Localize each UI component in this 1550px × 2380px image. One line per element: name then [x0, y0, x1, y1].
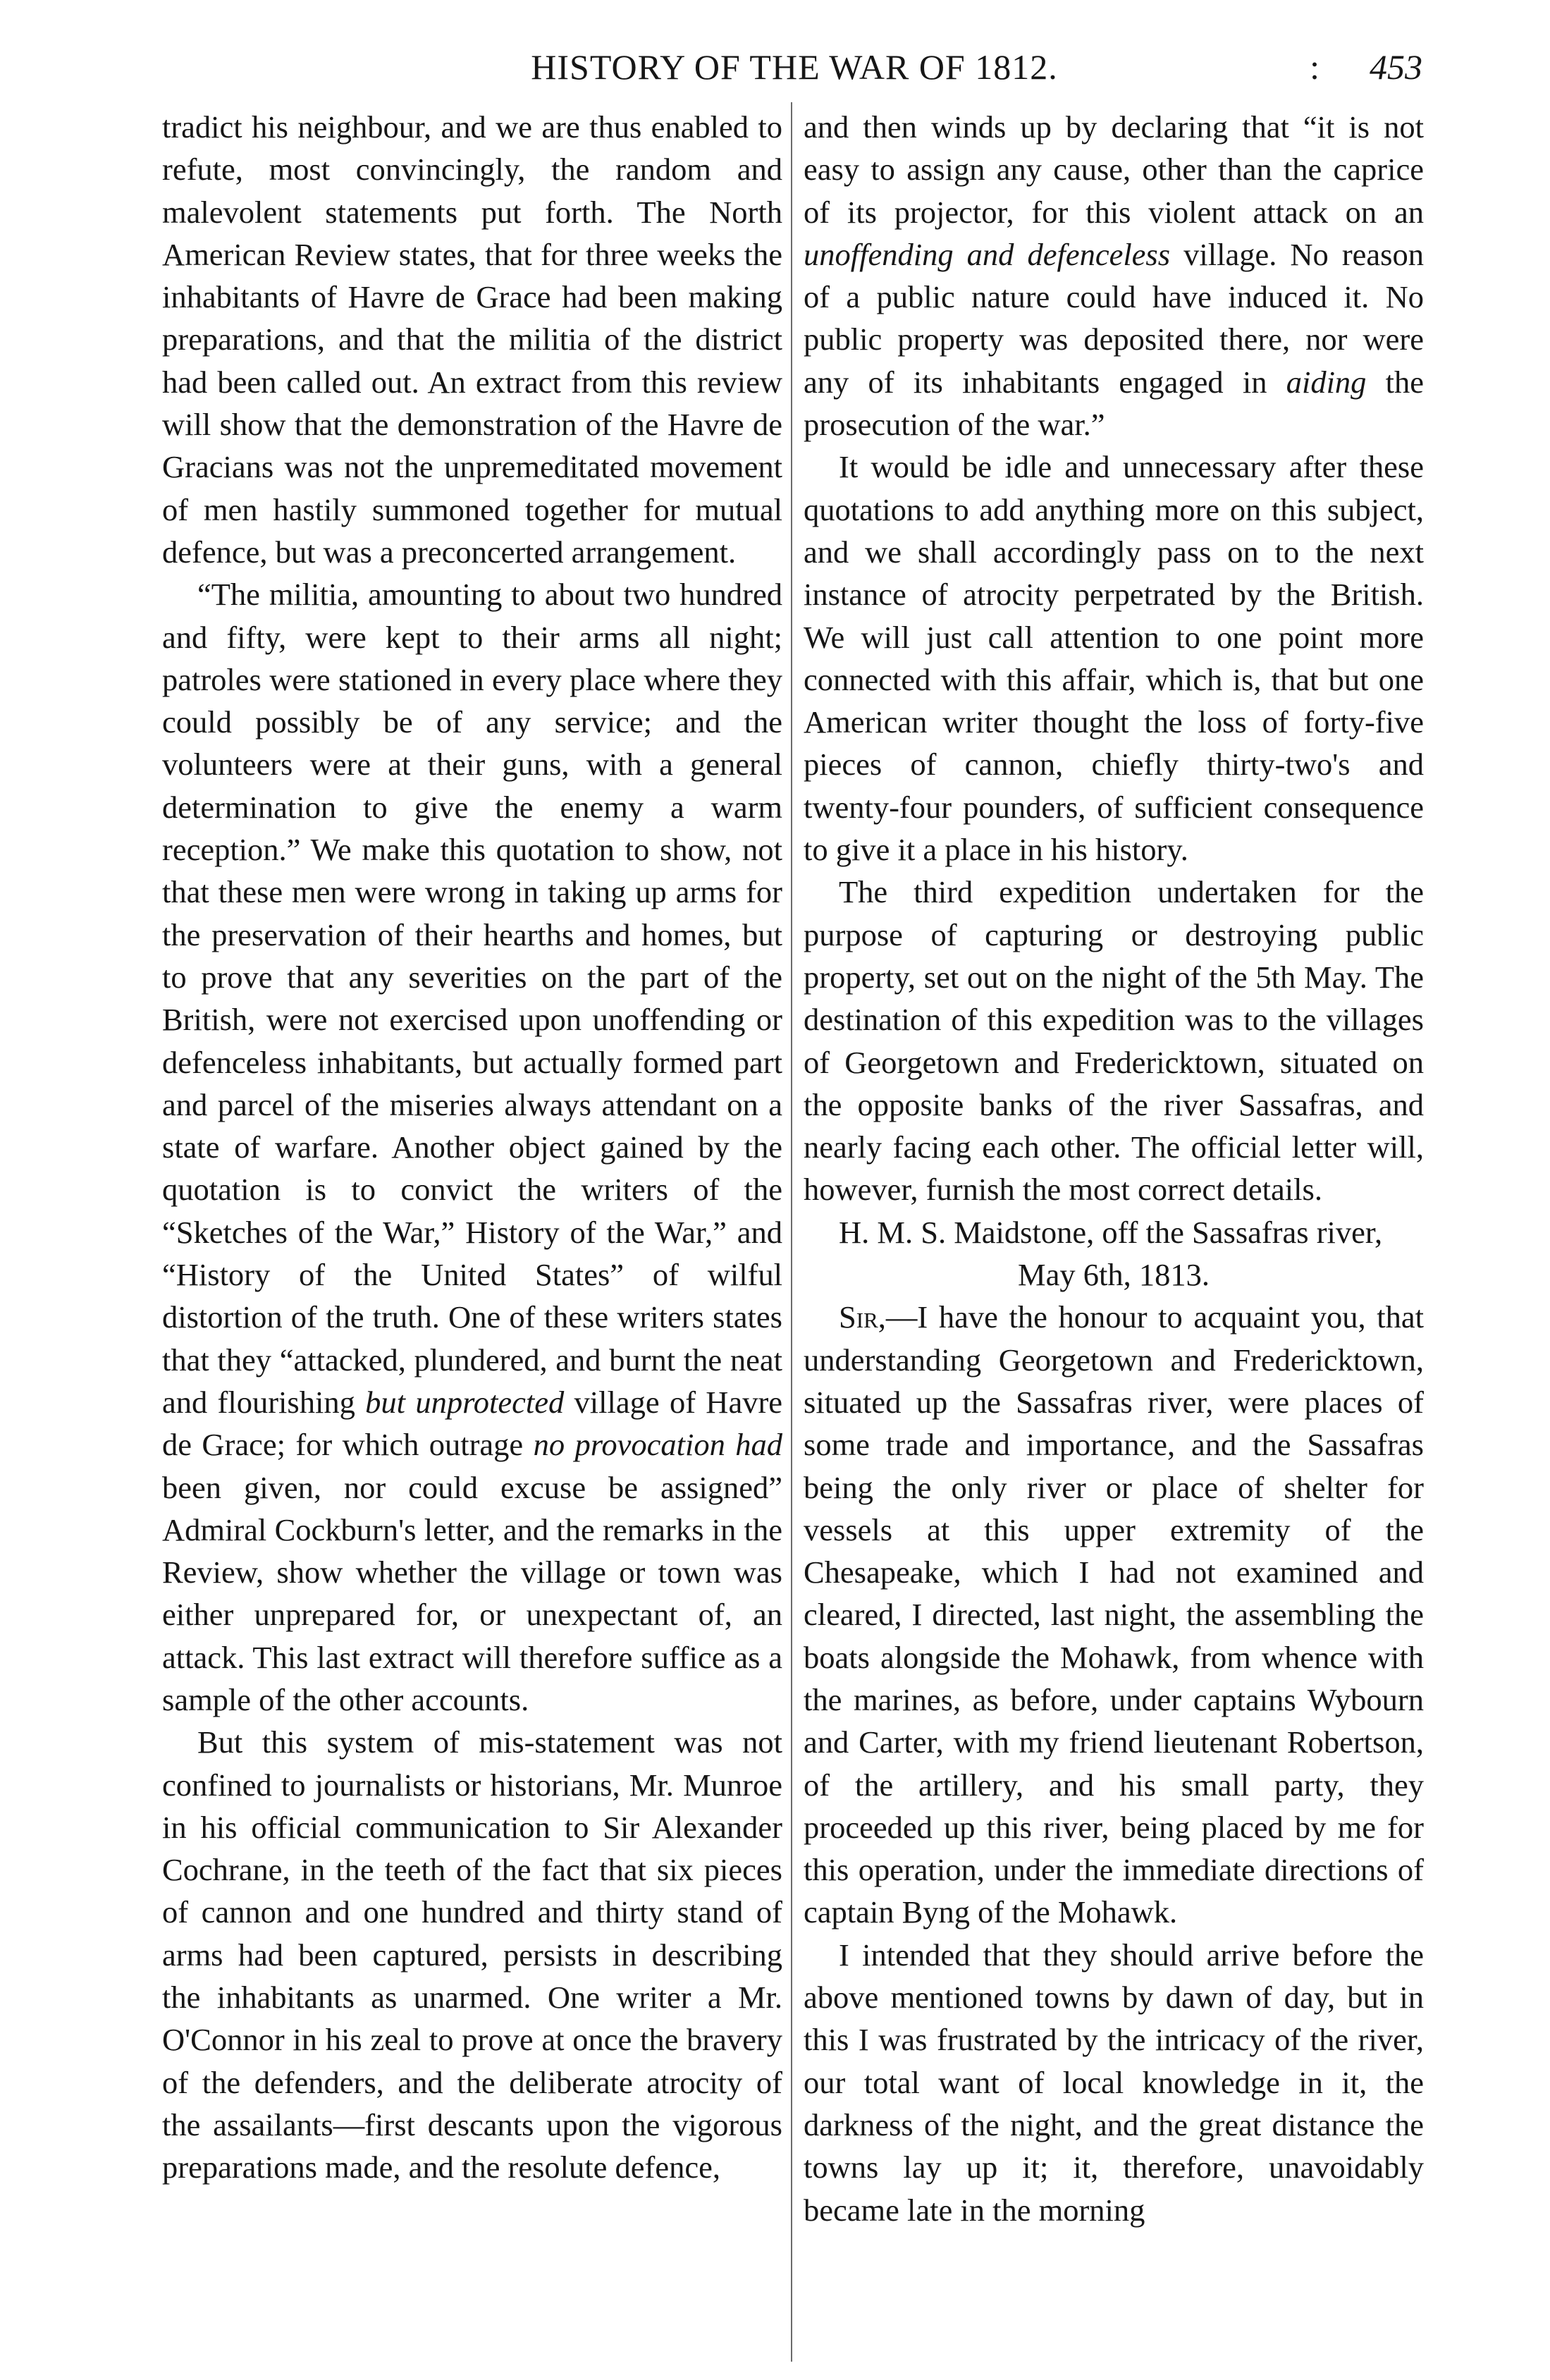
paragraph: It would be idle and unnecessary after these quotations to add anything more on this subject, and we shall accordingly pass on to the next instance of atrocity perpetrated by the British. We will just call attention to one point more connected with this affair, which is, that but one American writer thought the loss of forty-five pieces of cannon, chiefly thirty-two's and twenty-four pounders, of sufficient consequence to give it a place in his history. — [804, 449, 1424, 868]
text-run: been given, nor could excuse be assigned” Admiral Cockburn's letter, and the remarks in the Review, show whether the village or town was either unprepared for, or unexpectant of, an attack. This last extract will therefore suffice as a sample of the other accounts. — [162, 1469, 782, 1717]
paragraph — [804, 1296, 1424, 1933]
text-run: “The militia, amounting to about two hundred and fifty, were kept to their arms all night; patroles were stationed in every place where they could possibly be of any service; and the volunteers were at their guns, with a general determination to give the enemy a warm reception.” We make this quotation to show, not that these men were wrong in taking up arms for the preservation of their hearths and homes, but to prove that any severities on the part of the British, were not exercised upon unoffending or defenceless inhabitants, but actually formed part and parcel of the miseries always attendant on a state of warfare. Another object gained by the quotation is to convict the writers of the “Sketches of the War,” History of the War,” and “History of the United States” of wilful distortion of the truth. One of these writers states that they “attacked, plundered, and burnt the neat and flourishing — [162, 577, 782, 1420]
page-header — [164, 45, 1425, 102]
text-run: village. No reason of a public nature could have induced it. No public property was deposited there, nor were any of its inhabitants engaged in — [804, 236, 1424, 400]
right-column — [804, 106, 1424, 2231]
column-divider — [791, 102, 792, 2362]
text-run: and then winds up by declaring that “it is not easy to assign any cause, other than the caprice of its projector, for this violent attack on an — [804, 109, 1424, 230]
page-mark: : — [1310, 47, 1320, 87]
running-title: HISTORY OF THE WAR OF 1812. — [531, 47, 1058, 87]
paragraph: tradict his neighbour, and we are thus enabled to refute, most convincingly, the random and malevolent statements put forth. The North American Review states, that for three weeks the inhabitants of Havre de Grace had been making preparations, and that the militia of the district had been called out. An extract from this review will show that the demonstration of the Havre de Gracians was not the unpremeditated movement of men hastily summoned together for mutual defence, but was a preconcerted arrangement. — [162, 109, 782, 570]
text-run: the prosecution of the war.” — [804, 364, 1425, 443]
paragraph — [162, 573, 782, 1721]
letter-dateline: H. M. S. Maidstone, off the Sassafras river, — [839, 1214, 1383, 1250]
paragraph — [804, 106, 1424, 446]
salutation: Sir, — [839, 1299, 886, 1335]
paragraph: I intended that they should arrive before the above mentioned towns by dawn of day, but in this I was frustrated by the intricacy of the river, our total want of local knowledge in it, the darkness of the night, and the great distance the towns lay up it; it, therefore, unavoidably became late in the morning — [804, 1937, 1424, 2228]
italic-text: but unprotected — [365, 1384, 565, 1420]
page-number: 453 — [1370, 47, 1422, 87]
italic-text: no provocation had — [533, 1427, 782, 1463]
text-run: village of Havre de Grace; for which outrage — [162, 1384, 783, 1463]
text-run: —I have the honour to acquaint you, that understanding Georgetown and Fredericktown, situated up the Sassafras river, were places of some trade and importance, and the Sassafras being the only river or place of shelter for vessels at this upper extremity of the Chesapeake, which I had not examined and cleared, I directed, last night, the assembling the boats alongside the Mohawk, from whence with the marines, as before, under captains Wybourn and Carter, with my friend lieutenant Robertson, of the artillery, and his small party, they proceeded up this river, being placed by me for this operation, under the immediate directions of captain Byng of the Mohawk. — [804, 1299, 1424, 1930]
italic-text: unoffending and defenceless — [804, 236, 1171, 272]
italic-text: aiding — [1286, 364, 1367, 400]
paragraph: But this system of mis-statement was not confined to journalists or historians, Mr. Munroe in his official communication to Sir Alexander Cochrane, in the teeth of the fact that six pieces of cannon and one hundred and thirty stand of arms had been captured, persists in describing the inhabitants as unarmed. One writer a Mr. O'Connor in his zeal to prove at once the bravery of the defenders, and the deliberate atrocity of the assailants—first descants upon the vigorous preparations made, and the resolute defence, — [162, 1724, 782, 2185]
paragraph: The third expedition undertaken for the purpose of capturing or destroying public property, set out on the night of the 5th May. The destination of this expedition was to the villages of Georgetown and Fredericktown, situated on the opposite banks of the river Sassafras, and nearly facing each other. The official letter will, however, furnish the most correct details. — [804, 874, 1424, 1208]
left-column — [162, 106, 782, 2189]
letter-date: May 6th, 1813. — [1018, 1257, 1210, 1293]
